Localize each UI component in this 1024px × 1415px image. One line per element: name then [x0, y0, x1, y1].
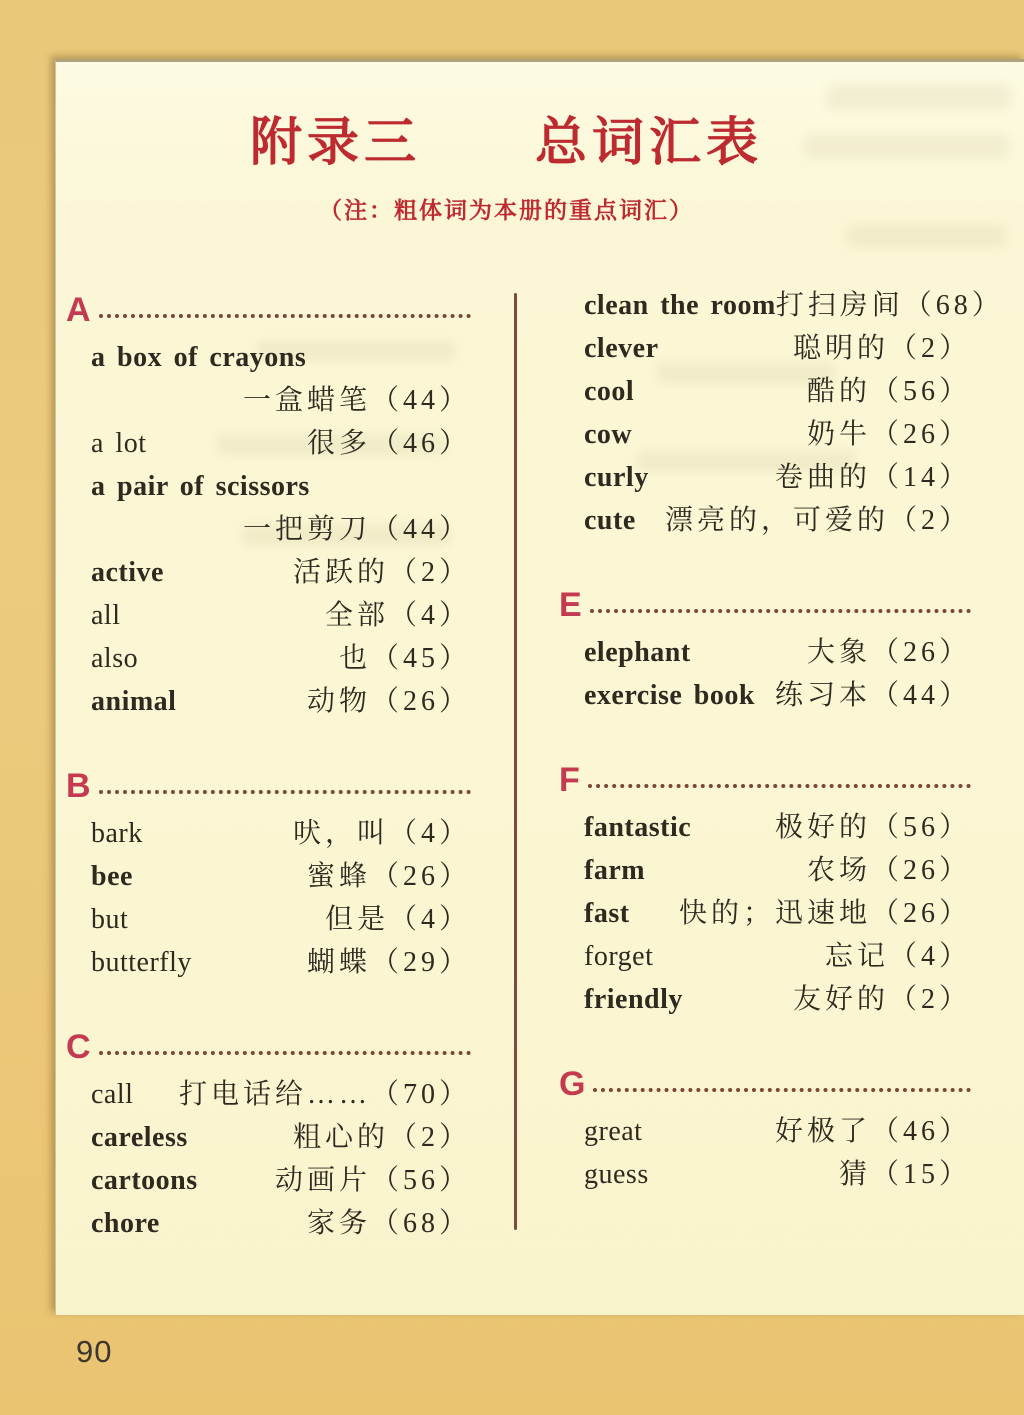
vocab-column-left: [66, 291, 471, 1245]
english-term: call: [91, 1079, 134, 1110]
chinese-translation: 一盒蜡笔（44）: [242, 385, 471, 416]
vocab-entry: [66, 1159, 471, 1202]
vocab-entry: [66, 422, 471, 465]
english-term: clean the room: [584, 290, 776, 321]
vocab-entry: [559, 849, 971, 892]
chinese-translation: 动物（26）: [306, 686, 471, 717]
vocab-entry: [559, 674, 971, 717]
chinese-translation: 漂亮的，可爱的（2）: [664, 505, 971, 536]
section-header: [559, 586, 971, 624]
chinese-translation: 忘记（4）: [824, 941, 971, 972]
vocab-entry: [559, 806, 971, 849]
vocab-entry: [66, 551, 471, 594]
english-term: cool: [584, 376, 635, 407]
chinese-translation: 友好的（2）: [792, 984, 971, 1015]
english-term: cute: [584, 505, 636, 536]
page-number: 90: [76, 1334, 113, 1369]
chinese-translation: 蜜蜂（26）: [306, 861, 471, 892]
vocab-section-b: [66, 767, 471, 984]
vocab-entry: [66, 898, 471, 941]
section-letter: B: [66, 767, 91, 805]
english-term: farm: [584, 855, 646, 886]
vocab-entry: [559, 1153, 971, 1196]
english-term: active: [91, 557, 164, 588]
english-term: careless: [91, 1122, 188, 1153]
chinese-translation: 奶牛（26）: [806, 419, 971, 450]
page-title: 附录三 总词汇表: [249, 115, 763, 172]
vocab-entry: [66, 1202, 471, 1245]
section-header: [66, 291, 471, 329]
english-term: all: [91, 600, 121, 631]
dotted-leader: [588, 784, 971, 788]
vocab-entry: [66, 855, 471, 898]
english-term: great: [584, 1116, 643, 1147]
vocab-entry: [559, 631, 971, 674]
chinese-translation: 打电话给……（70）: [178, 1079, 471, 1110]
vocab-section-f: [559, 761, 971, 1021]
english-term: bark: [91, 818, 143, 849]
chinese-translation: 粗心的（2）: [292, 1122, 471, 1153]
english-term: clever: [584, 333, 659, 364]
english-term: but: [91, 904, 129, 935]
vocab-section-a: [66, 291, 471, 723]
vocab-column-right: [559, 284, 1004, 1196]
showthrough-smudge: [846, 224, 1006, 248]
english-term: a pair of scissors: [91, 471, 310, 502]
vocab-entry: [559, 1110, 971, 1153]
dotted-leader: [590, 609, 971, 613]
chinese-translation: 练习本（44）: [774, 680, 971, 711]
vocab-section-c: [66, 1028, 471, 1245]
vocab-entry: [66, 680, 471, 723]
english-term: butterfly: [91, 947, 192, 978]
chinese-translation: 家务（68）: [306, 1208, 471, 1239]
vocab-section-g: [559, 1065, 971, 1196]
english-term: cow: [584, 419, 633, 450]
dotted-leader: [99, 314, 471, 318]
dotted-leader: [99, 790, 471, 794]
section-header: [66, 1028, 471, 1066]
chinese-translation: 极好的（56）: [774, 812, 971, 843]
column-divider-line: [514, 293, 517, 1230]
chinese-translation: 打扫房间（68）: [775, 290, 1004, 321]
chinese-translation: 卷曲的（14）: [774, 462, 971, 493]
page-subtitle: （注：粗体词为本册的重点词汇）: [319, 198, 694, 223]
chinese-translation: 农场（26）: [806, 855, 971, 886]
vocab-entry: [559, 499, 971, 542]
english-term: a lot: [91, 428, 147, 459]
vocab-entry-translation: [66, 508, 471, 551]
section-letter: F: [559, 761, 580, 799]
chinese-translation: 猜（15）: [838, 1159, 971, 1190]
vocab-section-e: [559, 586, 971, 717]
vocab-entry: [559, 935, 971, 978]
vocab-entry: [559, 892, 971, 935]
vocab-entry: [66, 1073, 471, 1116]
chinese-translation: 快的；迅速地（26）: [678, 898, 971, 929]
chinese-translation: 吠，叫（4）: [292, 818, 471, 849]
section-letter: G: [559, 1065, 586, 1103]
chinese-translation: 全部（4）: [324, 600, 471, 631]
vocab-section-continued: [559, 284, 1004, 542]
vocab-entry-term: [66, 465, 471, 508]
vocab-entry: [559, 978, 971, 1021]
chinese-translation: 酷的（56）: [806, 376, 971, 407]
vocab-entry-translation: [66, 379, 471, 422]
english-term: animal: [91, 686, 177, 717]
dotted-leader: [593, 1088, 971, 1092]
vocab-entry: [66, 637, 471, 680]
section-letter: E: [559, 586, 582, 624]
chinese-translation: 活跃的（2）: [292, 557, 471, 588]
vocab-entry: [559, 456, 971, 499]
section-header: [66, 767, 471, 805]
english-term: also: [91, 643, 139, 674]
english-term: fantastic: [584, 812, 692, 843]
vocab-entry: [66, 594, 471, 637]
chinese-translation: 但是（4）: [324, 904, 471, 935]
chinese-translation: 蝴蝶（29）: [306, 947, 471, 978]
vocab-entry: [66, 1116, 471, 1159]
english-term: exercise book: [584, 680, 755, 711]
vocab-entry: [559, 413, 971, 456]
chinese-translation: 很多（46）: [306, 428, 471, 459]
chinese-translation: 好极了（46）: [774, 1116, 971, 1147]
english-term: fast: [584, 898, 630, 929]
english-term: friendly: [584, 984, 683, 1015]
english-term: elephant: [584, 637, 691, 668]
vocab-entry: [559, 284, 1004, 327]
english-term: bee: [91, 861, 133, 892]
chinese-translation: 也（45）: [338, 643, 471, 674]
section-letter: A: [66, 291, 91, 329]
chinese-translation: 动画片（56）: [274, 1165, 471, 1196]
section-header: [559, 761, 971, 799]
english-term: curly: [584, 462, 649, 493]
vocab-entry: [559, 370, 971, 413]
chinese-translation: 聪明的（2）: [792, 333, 971, 364]
vocab-entry: [66, 941, 471, 984]
vocab-entry: [66, 812, 471, 855]
chinese-translation: 一把剪刀（44）: [242, 514, 471, 545]
english-term: guess: [584, 1159, 649, 1190]
vocab-entry-term: [66, 336, 471, 379]
vocab-entry: [559, 327, 971, 370]
section-letter: C: [66, 1028, 91, 1066]
dotted-leader: [99, 1051, 471, 1055]
english-term: cartoons: [91, 1165, 198, 1196]
english-term: forget: [584, 941, 654, 972]
section-header: [559, 1065, 971, 1103]
chinese-translation: 大象（26）: [806, 637, 971, 668]
english-term: a box of crayons: [91, 342, 307, 373]
english-term: chore: [91, 1208, 160, 1239]
textbook-page: [55, 59, 1024, 1315]
